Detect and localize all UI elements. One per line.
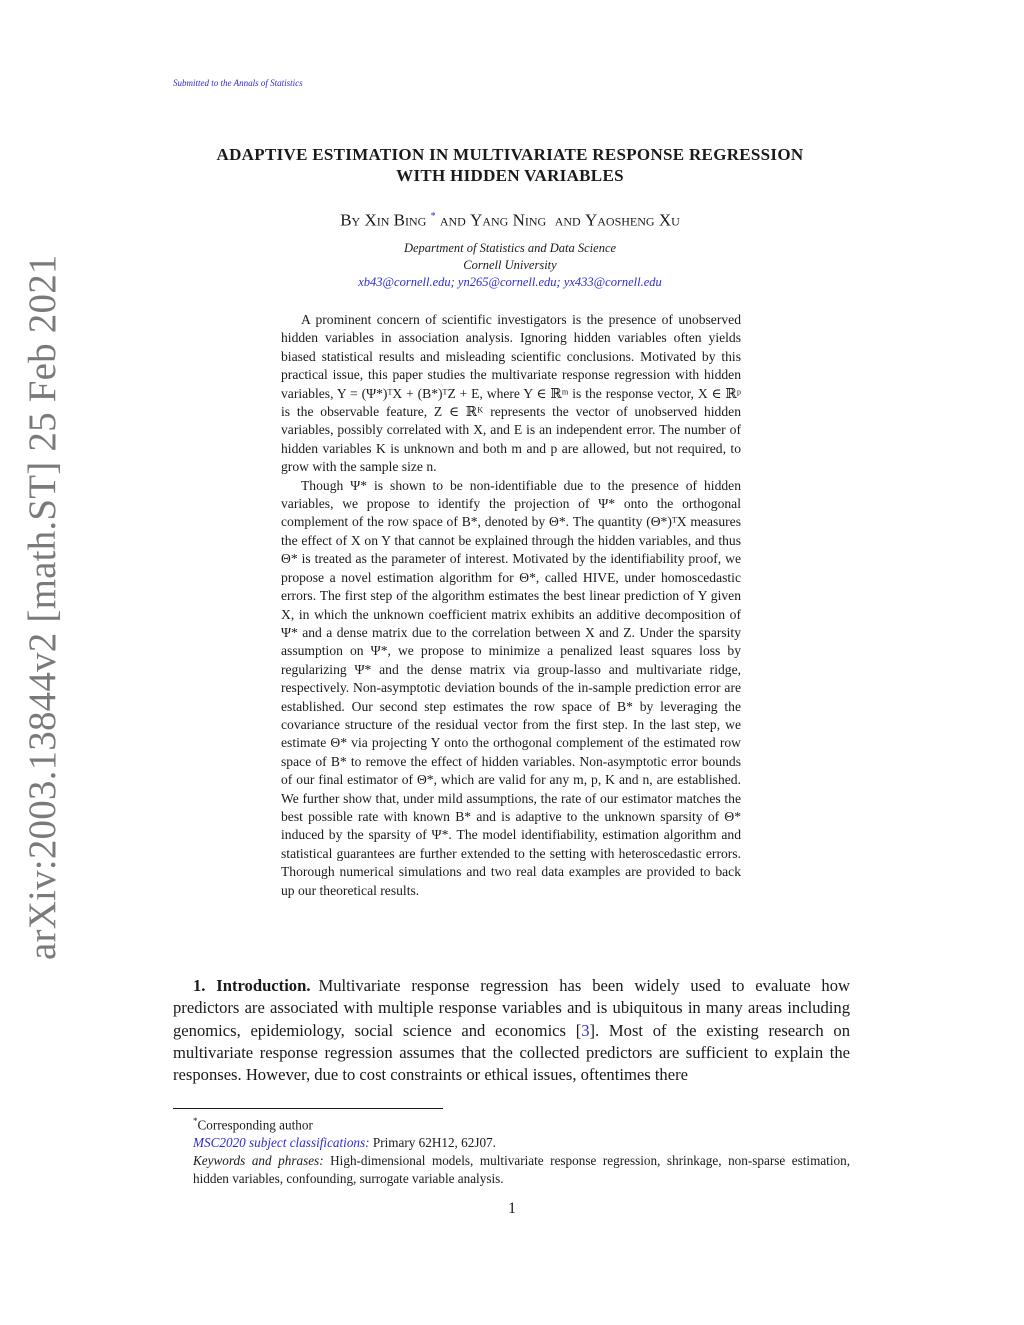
msc-footnote [173, 1134, 850, 1152]
keywords-value: High-dimensional models, multivariate response regression, shrinkage, non-sparse estimation, hidden variables, confounding, surrogate variable analysis. [193, 1153, 850, 1187]
introduction-section [173, 975, 850, 1086]
intro-text-part-1: Multivariate response regression has been widely used to evaluate how predictors are associated with multiple response variables and is ubiquitous in many areas including genomics, epidemiology, social science and economics [ [173, 976, 850, 1040]
introduction-paragraph [173, 975, 850, 1086]
section-heading: 1. Introduction. [193, 976, 311, 995]
affiliation-block [250, 240, 770, 291]
abstract-paragraph-1: A prominent concern of scientific investigators is the presence of unobserved hidden variables in association analysis. Ignoring hidden variables often yields biased statistical results and misleading scientific conclusions. Motivated by this practical issue, this paper studies the multivariate response regression with hidden variables, Y = (Ψ*)ᵀX + (B*)ᵀZ + E, where Y ∈ ℝᵐ is the response vector, X ∈ ℝᵖ is the observable feature, Z ∈ ℝᴷ represents the vector of unobserved hidden variables, possibly correlated with X, and E is an independent error. The number of hidden variables K is unknown and both m and p are allowed, but not required, to grow with the sample size n. [281, 312, 741, 475]
footnote-divider [173, 1108, 443, 1109]
and-label-1: and [439, 210, 466, 230]
abstract [281, 311, 741, 900]
corresponding-author-text: Corresponding author [197, 1117, 313, 1133]
author-line [150, 206, 870, 232]
journal-header-note: Submitted to the Annals of Statistics [173, 78, 303, 88]
keywords-footnote [173, 1152, 850, 1188]
author-name-3: Yaosheng Xu [584, 210, 680, 230]
footnotes [173, 1112, 850, 1188]
title-line-2: WITH HIDDEN VARIABLES [396, 166, 624, 185]
corresponding-author-marker[interactable]: * [430, 211, 436, 222]
intro-text-part-2: ]. Most of the existing research on multivariate response regression assumes that the collected predictors are sufficient to explain the responses. However, due to cost constraints or ethical issues, oftentimes there [173, 1020, 851, 1085]
university-name: Cornell University [463, 258, 557, 272]
page-number: 1 [508, 1200, 516, 1217]
and-label-2: and [554, 210, 581, 230]
msc-classification-value: Primary 62H12, 62J07. [372, 1135, 496, 1151]
author-name-2: Yang Ning [470, 210, 547, 230]
msc-classification-link[interactable]: MSC2020 subject classifications: [193, 1135, 370, 1151]
by-label: By [340, 210, 361, 230]
author-name-1: Xin Bing [364, 210, 427, 230]
arxiv-identifier-stamp: arXiv:2003.13844v2 [math.ST] 25 Feb 2021 [21, 254, 64, 960]
abstract-paragraph-2: Though Ψ* is shown to be non-identifiable due to the presence of hidden variables, we propose to identify the projection of Ψ* onto the orthogonal complement of the row space of B*, denoted by Θ*. The quantity (Θ*)ᵀX measures the effect of X on Y that cannot be explained through the hidden variables, and thus Θ* is treated as the parameter of interest. Motivated by the identifiability proof, we propose a novel estimation algorithm for Θ*, called HIVE, under homoscedastic errors. The first step of the algorithm estimates the best linear prediction of Y given X, in which the unknown coefficient matrix exhibits an additive decomposition of Ψ* and a dense matrix due to the correlation between X and Z. Under the sparsity assumption on Ψ*, we propose to minimize a penalized least squares loss by regularizing Ψ* and the dense matrix via group-lasso and multivariate ridge, respectively. Non-asymptotic deviation bounds of the in-sample prediction error are established. Our second step estimates the row space of B* by leveraging the covariance structure of the residual vector from the first step. In the last step, we estimate Θ* via projecting Y onto the orthogonal complement of the estimated row space of B* to remove the effect of hidden variables. Non-asymptotic error bounds of our final estimator of Θ*, which are valid for any m, p, K and n, are established. We further show that, under mild assumptions, the rate of our estimator matches the best possible rate with known B* and is adaptive to the unknown sparsity of Θ* induced by the sparsity of Ψ*. The model identifiability, estimation algorithm and statistical guarantees are further extended to the setting with heteroscedastic errors. Thorough numerical simulations and two real data examples are provided to back up our theoretical results. [281, 477, 741, 898]
footnote-marker: * [193, 1116, 198, 1126]
title-line-1: ADAPTIVE ESTIMATION IN MULTIVARIATE RESPONSE REGRESSION [216, 145, 804, 164]
keywords-label: Keywords and phrases: [193, 1153, 324, 1169]
paper-title [150, 144, 870, 186]
corresponding-author-footnote [173, 1112, 850, 1134]
department-name: Department of Statistics and Data Science [403, 241, 617, 255]
citation-link[interactable]: 3 [581, 1020, 590, 1040]
author-emails-link[interactable]: xb43@cornell.edu; yn265@cornell.edu; yx433@cornell.edu [358, 275, 662, 289]
